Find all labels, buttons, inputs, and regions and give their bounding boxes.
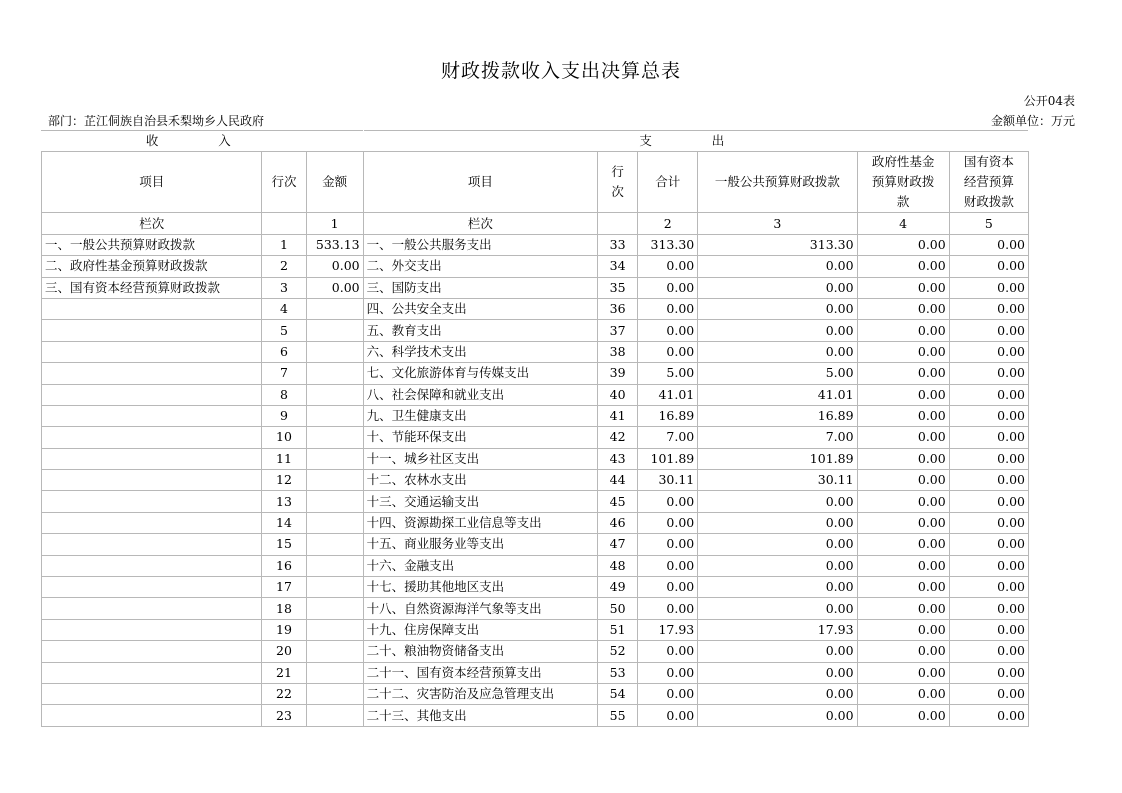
expense-item-cell: 八、社会保障和就业支出 (363, 384, 597, 405)
income-item-cell (42, 512, 262, 533)
expense-item-cell: 三、国防支出 (363, 277, 597, 298)
total-cell: 313.30 (638, 234, 698, 255)
income-item-cell (42, 384, 262, 405)
state-capital-cell: 0.00 (949, 234, 1028, 255)
table-row (42, 256, 1029, 277)
expense-row-no-cell: 41 (598, 405, 638, 426)
total-cell: 0.00 (638, 256, 698, 277)
table-row (42, 619, 1029, 640)
expense-row-no-cell: 47 (598, 534, 638, 555)
state-capital-cell: 0.00 (949, 384, 1028, 405)
income-item-cell (42, 683, 262, 704)
expense-item-cell: 十、节能环保支出 (363, 427, 597, 448)
state-capital-cell: 0.00 (949, 555, 1028, 576)
income-item-cell (42, 598, 262, 619)
column-index-general: 3 (698, 213, 857, 234)
state-capital-cell: 0.00 (949, 470, 1028, 491)
total-cell: 0.00 (638, 577, 698, 598)
expense-item-cell: 十五、商业服务业等支出 (363, 534, 597, 555)
income-row-no-cell: 3 (262, 277, 306, 298)
column-index-expense-label: 栏次 (363, 213, 597, 234)
income-amount-cell (306, 363, 363, 384)
income-item-cell (42, 448, 262, 469)
general-budget-cell: 0.00 (698, 512, 857, 533)
income-row-no-cell: 10 (262, 427, 306, 448)
income-section-label: 收 入 (42, 131, 364, 152)
fund-budget-cell: 0.00 (857, 405, 949, 426)
table-row (42, 491, 1029, 512)
income-row-no-cell: 13 (262, 491, 306, 512)
income-row-no-cell: 15 (262, 534, 306, 555)
table-row (42, 555, 1029, 576)
fund-budget-cell: 0.00 (857, 448, 949, 469)
expense-item-cell: 二十、粮油物资储备支出 (363, 641, 597, 662)
expense-row-no-cell: 52 (598, 641, 638, 662)
total-cell: 0.00 (638, 534, 698, 555)
general-budget-header: 一般公共预算财政拨款 (698, 152, 857, 213)
expense-item-cell: 十六、金融支出 (363, 555, 597, 576)
income-row-no-cell: 19 (262, 619, 306, 640)
income-amount-header: 金额 (306, 152, 363, 213)
table-row (42, 320, 1029, 341)
total-cell: 0.00 (638, 705, 698, 726)
state-capital-cell: 0.00 (949, 320, 1028, 341)
income-amount-cell (306, 470, 363, 491)
general-budget-cell: 0.00 (698, 298, 857, 319)
total-cell: 41.01 (638, 384, 698, 405)
state-capital-cell: 0.00 (949, 256, 1028, 277)
state-capital-cell: 0.00 (949, 298, 1028, 319)
expense-row-no-cell: 54 (598, 683, 638, 704)
income-row-no-cell: 22 (262, 683, 306, 704)
fund-budget-cell: 0.00 (857, 577, 949, 598)
general-budget-cell: 30.11 (698, 470, 857, 491)
total-cell: 7.00 (638, 427, 698, 448)
general-budget-cell: 0.00 (698, 341, 857, 362)
total-cell: 5.00 (638, 363, 698, 384)
income-item-header: 项目 (42, 152, 262, 213)
income-item-cell (42, 619, 262, 640)
income-item-cell (42, 363, 262, 384)
state-capital-cell: 0.00 (949, 683, 1028, 704)
state-capital-cell: 0.00 (949, 341, 1028, 362)
state-capital-cell: 0.00 (949, 641, 1028, 662)
expense-item-cell: 五、教育支出 (363, 320, 597, 341)
income-amount-cell (306, 448, 363, 469)
expense-row-no-cell: 38 (598, 341, 638, 362)
income-amount-cell (306, 384, 363, 405)
income-row-no-cell: 16 (262, 555, 306, 576)
table-row (42, 470, 1029, 491)
income-row-no-cell: 9 (262, 405, 306, 426)
column-index-row (42, 213, 1029, 234)
general-budget-cell: 0.00 (698, 598, 857, 619)
income-amount-cell (306, 298, 363, 319)
expense-row-no-cell: 51 (598, 619, 638, 640)
general-budget-cell: 17.93 (698, 619, 857, 640)
table-row (42, 705, 1029, 726)
state-capital-cell: 0.00 (949, 598, 1028, 619)
expense-item-cell: 十八、自然资源海洋气象等支出 (363, 598, 597, 619)
fund-budget-cell: 0.00 (857, 641, 949, 662)
income-row-no-cell: 7 (262, 363, 306, 384)
income-row-no-cell: 20 (262, 641, 306, 662)
fund-budget-cell: 0.00 (857, 277, 949, 298)
expense-item-header: 项目 (363, 152, 597, 213)
expense-item-cell: 十二、农林水支出 (363, 470, 597, 491)
fund-budget-cell: 0.00 (857, 705, 949, 726)
table-row (42, 641, 1029, 662)
income-amount-cell (306, 491, 363, 512)
column-index-total: 2 (638, 213, 698, 234)
expense-row-no-cell: 46 (598, 512, 638, 533)
table-row (42, 577, 1029, 598)
state-capital-cell: 0.00 (949, 405, 1028, 426)
expense-item-cell: 六、科学技术支出 (363, 341, 597, 362)
fund-budget-cell: 0.00 (857, 320, 949, 341)
total-cell: 101.89 (638, 448, 698, 469)
fund-budget-cell: 0.00 (857, 341, 949, 362)
fund-budget-cell: 0.00 (857, 470, 949, 491)
general-budget-cell: 0.00 (698, 555, 857, 576)
table-row (42, 363, 1029, 384)
total-cell: 0.00 (638, 683, 698, 704)
expense-row-no-cell: 44 (598, 470, 638, 491)
table-row (42, 384, 1029, 405)
expense-row-no-cell: 45 (598, 491, 638, 512)
table-row (42, 448, 1029, 469)
table-row (42, 234, 1029, 255)
state-capital-header: 国有资本经营预算财政拨款 (949, 152, 1028, 213)
table-row (42, 662, 1029, 683)
income-row-no-cell: 4 (262, 298, 306, 319)
table-row (42, 341, 1029, 362)
expense-item-cell: 二十一、国有资本经营预算支出 (363, 662, 597, 683)
income-amount-cell (306, 577, 363, 598)
state-capital-cell: 0.00 (949, 448, 1028, 469)
income-amount-cell (306, 683, 363, 704)
column-index-blank (598, 213, 638, 234)
expense-item-cell: 二十二、灾害防治及应急管理支出 (363, 683, 597, 704)
state-capital-cell: 0.00 (949, 363, 1028, 384)
amount-unit-label: 金额单位：万元 (990, 114, 1075, 128)
table-row (42, 598, 1029, 619)
expense-row-no-cell: 50 (598, 598, 638, 619)
income-amount-cell (306, 641, 363, 662)
fund-budget-cell: 0.00 (857, 234, 949, 255)
expense-item-cell: 四、公共安全支出 (363, 298, 597, 319)
income-row-no-cell: 2 (262, 256, 306, 277)
fund-budget-cell: 0.00 (857, 662, 949, 683)
expense-row-no-cell: 49 (598, 577, 638, 598)
state-capital-cell: 0.00 (949, 619, 1028, 640)
general-budget-cell: 313.30 (698, 234, 857, 255)
income-row-no-cell: 12 (262, 470, 306, 491)
state-capital-cell: 0.00 (949, 577, 1028, 598)
total-cell: 0.00 (638, 491, 698, 512)
table-row (42, 427, 1029, 448)
expense-row-no-cell: 37 (598, 320, 638, 341)
income-item-cell (42, 491, 262, 512)
fund-budget-cell: 0.00 (857, 363, 949, 384)
income-item-cell (42, 320, 262, 341)
section-header-row (42, 131, 1029, 152)
expense-item-cell: 二、外交支出 (363, 256, 597, 277)
expense-row-no-cell: 34 (598, 256, 638, 277)
column-index-fund: 4 (857, 213, 949, 234)
state-capital-cell: 0.00 (949, 512, 1028, 533)
expense-item-cell: 十七、援助其他地区支出 (363, 577, 597, 598)
income-row-no-header: 行次 (262, 152, 306, 213)
income-amount-cell (306, 555, 363, 576)
income-amount-cell: 533.13 (306, 234, 363, 255)
income-item-cell (42, 555, 262, 576)
table-row (42, 405, 1029, 426)
expense-row-no-cell: 53 (598, 662, 638, 683)
fund-budget-cell: 0.00 (857, 619, 949, 640)
expense-item-cell: 二十三、其他支出 (363, 705, 597, 726)
expense-item-cell: 一、一般公共服务支出 (363, 234, 597, 255)
form-number: 公开04表 (1023, 94, 1075, 108)
total-cell: 0.00 (638, 555, 698, 576)
expense-row-no-cell: 39 (598, 363, 638, 384)
income-item-cell (42, 470, 262, 491)
income-expense-table (41, 130, 1029, 727)
income-item-cell (42, 705, 262, 726)
income-item-cell: 二、政府性基金预算财政拨款 (42, 256, 262, 277)
income-row-no-cell: 8 (262, 384, 306, 405)
fund-budget-cell: 0.00 (857, 555, 949, 576)
fund-budget-header: 政府性基金预算财政拨款 (857, 152, 949, 213)
general-budget-cell: 0.00 (698, 662, 857, 683)
general-budget-cell: 0.00 (698, 277, 857, 298)
income-amount-cell (306, 705, 363, 726)
income-row-no-cell: 6 (262, 341, 306, 362)
general-budget-cell: 0.00 (698, 705, 857, 726)
fund-budget-cell: 0.00 (857, 512, 949, 533)
table-row (42, 298, 1029, 319)
total-cell: 0.00 (638, 277, 698, 298)
expense-row-no-cell: 35 (598, 277, 638, 298)
income-row-no-cell: 17 (262, 577, 306, 598)
table-row (42, 277, 1029, 298)
expense-row-no-cell: 43 (598, 448, 638, 469)
income-amount-cell: 0.00 (306, 277, 363, 298)
table-row (42, 512, 1029, 533)
income-row-no-cell: 5 (262, 320, 306, 341)
income-amount-cell (306, 405, 363, 426)
expense-row-no-cell: 48 (598, 555, 638, 576)
general-budget-cell: 0.00 (698, 320, 857, 341)
expense-item-cell: 九、卫生健康支出 (363, 405, 597, 426)
income-item-cell: 三、国有资本经营预算财政拨款 (42, 277, 262, 298)
expense-section-label: 支 出 (363, 131, 1028, 152)
state-capital-cell: 0.00 (949, 662, 1028, 683)
total-cell: 17.93 (638, 619, 698, 640)
total-cell: 0.00 (638, 298, 698, 319)
income-item-cell (42, 534, 262, 555)
state-capital-cell: 0.00 (949, 705, 1028, 726)
total-header: 合计 (638, 152, 698, 213)
expense-row-no-cell: 36 (598, 298, 638, 319)
total-cell: 0.00 (638, 598, 698, 619)
general-budget-cell: 0.00 (698, 641, 857, 662)
general-budget-cell: 0.00 (698, 534, 857, 555)
income-item-cell (42, 405, 262, 426)
fund-budget-cell: 0.00 (857, 598, 949, 619)
total-cell: 0.00 (638, 512, 698, 533)
column-index-blank (262, 213, 306, 234)
income-row-no-cell: 1 (262, 234, 306, 255)
general-budget-cell: 0.00 (698, 577, 857, 598)
general-budget-cell: 0.00 (698, 256, 857, 277)
general-budget-cell: 101.89 (698, 448, 857, 469)
expense-item-cell: 十一、城乡社区支出 (363, 448, 597, 469)
expense-row-no-cell: 40 (598, 384, 638, 405)
fund-budget-cell: 0.00 (857, 298, 949, 319)
total-cell: 0.00 (638, 662, 698, 683)
general-budget-cell: 0.00 (698, 683, 857, 704)
income-item-cell: 一、一般公共预算财政拨款 (42, 234, 262, 255)
total-cell: 0.00 (638, 341, 698, 362)
table-row (42, 534, 1029, 555)
expense-row-no-header: 行 次 (598, 152, 638, 213)
income-amount-cell: 0.00 (306, 256, 363, 277)
income-amount-cell (306, 662, 363, 683)
column-header-row (42, 152, 1029, 213)
fund-budget-cell: 0.00 (857, 384, 949, 405)
expense-item-cell: 十三、交通运输支出 (363, 491, 597, 512)
total-cell: 16.89 (638, 405, 698, 426)
state-capital-cell: 0.00 (949, 277, 1028, 298)
expense-item-cell: 十九、住房保障支出 (363, 619, 597, 640)
state-capital-cell: 0.00 (949, 534, 1028, 555)
income-item-cell (42, 427, 262, 448)
general-budget-cell: 5.00 (698, 363, 857, 384)
fund-budget-cell: 0.00 (857, 491, 949, 512)
income-amount-cell (306, 619, 363, 640)
income-amount-cell (306, 427, 363, 448)
report-title: 财政拨款收入支出决算总表 (440, 60, 681, 82)
fund-budget-cell: 0.00 (857, 534, 949, 555)
column-index-state: 5 (949, 213, 1028, 234)
fund-budget-cell: 0.00 (857, 256, 949, 277)
income-row-no-cell: 11 (262, 448, 306, 469)
income-item-cell (42, 341, 262, 362)
income-row-no-cell: 14 (262, 512, 306, 533)
income-item-cell (42, 298, 262, 319)
column-index-label: 栏次 (42, 213, 262, 234)
income-amount-cell (306, 512, 363, 533)
general-budget-cell: 16.89 (698, 405, 857, 426)
expense-row-no-cell: 55 (598, 705, 638, 726)
fund-budget-cell: 0.00 (857, 683, 949, 704)
income-row-no-cell: 23 (262, 705, 306, 726)
expense-item-cell: 十四、资源勘探工业信息等支出 (363, 512, 597, 533)
income-amount-cell (306, 534, 363, 555)
total-cell: 30.11 (638, 470, 698, 491)
income-amount-cell (306, 320, 363, 341)
expense-row-no-cell: 42 (598, 427, 638, 448)
fund-budget-cell: 0.00 (857, 427, 949, 448)
income-row-no-cell: 18 (262, 598, 306, 619)
expense-row-no-cell: 33 (598, 234, 638, 255)
column-index-income-amount: 1 (306, 213, 363, 234)
state-capital-cell: 0.00 (949, 491, 1028, 512)
general-budget-cell: 41.01 (698, 384, 857, 405)
total-cell: 0.00 (638, 320, 698, 341)
income-amount-cell (306, 341, 363, 362)
total-cell: 0.00 (638, 641, 698, 662)
expense-item-cell: 七、文化旅游体育与传媒支出 (363, 363, 597, 384)
department-label: 部门：芷江侗族自治县禾梨坳乡人民政府 (48, 114, 265, 128)
general-budget-cell: 0.00 (698, 491, 857, 512)
income-item-cell (42, 641, 262, 662)
income-amount-cell (306, 598, 363, 619)
state-capital-cell: 0.00 (949, 427, 1028, 448)
table-row (42, 683, 1029, 704)
income-row-no-cell: 21 (262, 662, 306, 683)
income-item-cell (42, 577, 262, 598)
general-budget-cell: 7.00 (698, 427, 857, 448)
income-item-cell (42, 662, 262, 683)
